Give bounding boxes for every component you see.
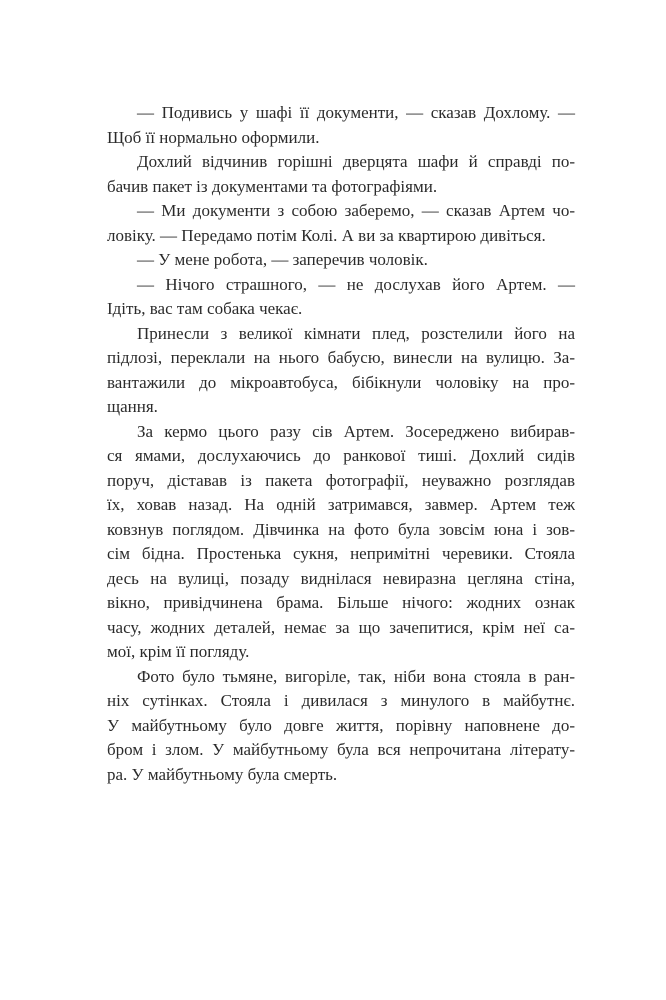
text-line: щання. [107, 397, 158, 416]
text-line: Щоб її нормально оформили. [107, 127, 320, 147]
text-line: бачив пакет із документами та фотографіями. [107, 176, 438, 196]
text-line: мої, крім її погляду. [107, 642, 250, 661]
text-line: десь на вулиці, позаду виднілася невиразна цегляна стіна, [107, 568, 575, 588]
text-line: вікно, привідчинена брама. Більше нічого: жодних ознак [107, 593, 575, 612]
text-line: поруч, діставав із пакета фотографії, неуважно розглядав [107, 470, 575, 490]
text-line: сім бідна. Простенька сукня, непримітні черевики. Стояла [107, 544, 575, 563]
text-line: За кермо цього разу сів Артем. Зосереджено вибирав- [137, 421, 575, 441]
text-line: — Подивись у шафі її документи, — сказав Дохлому. — [137, 103, 575, 122]
text-line: ся ямами, дослухаючись до ранкової тиші. Дохлий сидів [107, 446, 575, 465]
paragraph [107, 665, 575, 788]
text-line: Принесли з великої кімнати плед, розстелили його на [137, 323, 575, 343]
paragraph [107, 101, 575, 150]
paragraph [107, 248, 575, 273]
text-line: — Ми документи з собою заберемо, — сказав Артем чо- [137, 201, 575, 220]
text-line: — Нічого страшного, — не дослухав його Артем. — [137, 274, 575, 294]
text-line: ковзнув поглядом. Дівчинка на фото була зовсім юна і зов- [107, 519, 575, 539]
paragraph [107, 322, 575, 420]
text-line: Дохлий відчинив горішні дверцята шафи й справді по- [137, 152, 575, 171]
paragraph [107, 199, 575, 248]
text-line: ловіку. — Передамо потім Колі. А ви за квартирою дивіться. [107, 225, 546, 245]
text-line: Ідіть, вас там собака чекає. [107, 299, 303, 318]
text-line: ніх сутінках. Стояла і дивилася з минулого в майбутнє. [107, 691, 575, 710]
text-line: ра. У майбутньому була смерть. [107, 764, 338, 784]
paragraph [107, 150, 575, 199]
text-line: часу, жодних деталей, немає за що зачепитися, крім неї са- [107, 617, 575, 637]
book-page-text [107, 101, 575, 787]
text-line: У майбутньому було довге життя, порівну наповнене до- [107, 715, 575, 735]
paragraph [107, 273, 575, 322]
text-line: підлозі, переклали на нього бабусю, винесли на вулицю. За- [107, 348, 575, 367]
text-line: їх, ховав назад. На одній затримався, завмер. Артем теж [107, 495, 575, 514]
text-line: — У мене робота, — заперечив чоловік. [137, 250, 428, 269]
paragraph [107, 420, 575, 665]
text-line: Фото було тьмяне, вигоріле, так, ніби вона стояла в ран- [137, 666, 575, 686]
text-line: вантажили до мікроавтобуса, бібікнули чоловіку на про- [107, 372, 575, 392]
text-line: бром і злом. У майбутньому була вся непрочитана літерату- [107, 740, 575, 759]
